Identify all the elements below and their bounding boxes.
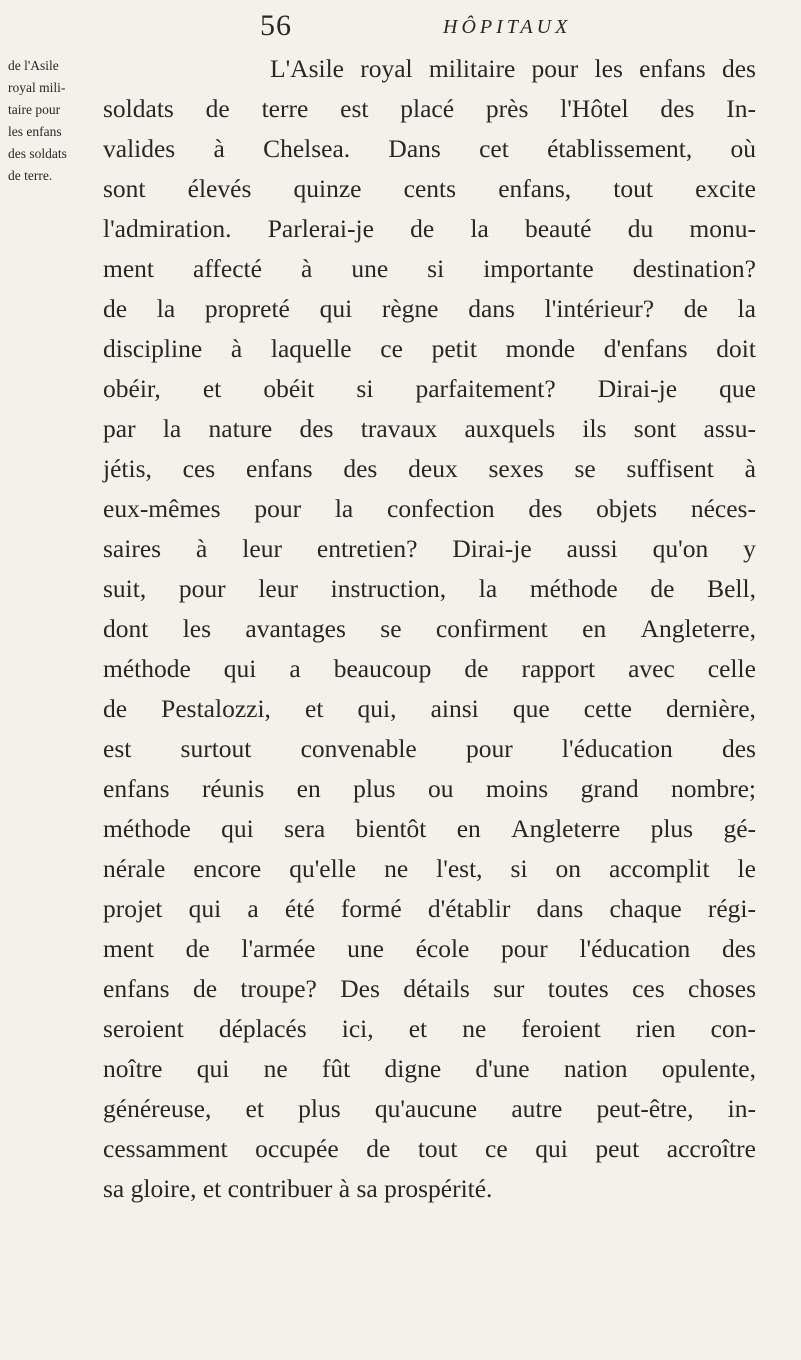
margin-note-line: de l'Asile <box>8 58 59 73</box>
text-line: est surtout convenable pour l'éducation des <box>103 734 756 763</box>
text-line: par la nature des travaux auxquels ils sont assu- <box>103 414 756 443</box>
text-line: discipline à laquelle ce petit monde d'enfans doit <box>103 334 756 363</box>
text-line: sont élevés quinze cents enfans, tout excite <box>103 174 756 203</box>
text-line: de la propreté qui règne dans l'intérieur? de la <box>103 294 756 323</box>
text-line: dont les avantages se confirment en Angleterre, <box>103 614 756 643</box>
text-line: enfans réunis en plus ou moins grand nombre; <box>103 774 756 803</box>
text-line-last: sa gloire, et contribuer à sa prospérité. <box>103 1174 493 1203</box>
margin-note-line: de terre. <box>8 168 53 183</box>
text-line: nérale encore qu'elle ne l'est, si on accomplit le <box>103 854 756 883</box>
text-line: valides à Chelsea. Dans cet établissement, où <box>103 134 756 163</box>
margin-note-line: taire pour <box>8 102 61 117</box>
text-line: soldats de terre est placé près l'Hôtel des In- <box>103 94 756 123</box>
page-number: 56 <box>260 9 292 42</box>
page-heading: HÔPITAUX <box>443 16 572 38</box>
margin-note-line: des soldats <box>8 146 67 161</box>
text-line: jétis, ces enfans des deux sexes se suffisent à <box>103 454 756 483</box>
text-line: eux-mêmes pour la confection des objets néces- <box>103 494 756 523</box>
text-line: saires à leur entretien? Dirai-je aussi qu'on y <box>103 534 756 563</box>
text-line: L'Asile royal militaire pour les enfans des <box>270 54 756 83</box>
text-line: ment affecté à une si importante destination? <box>103 254 756 283</box>
text-line: noître qui ne fût digne d'une nation opulente, <box>103 1054 756 1083</box>
text-line: l'admiration. Parlerai-je de la beauté du monu- <box>103 214 756 243</box>
margin-note-line: royal mili- <box>8 80 66 95</box>
text-line: généreuse, et plus qu'aucune autre peut-être, in- <box>103 1094 756 1123</box>
text-line: de Pestalozzi, et qui, ainsi que cette dernière, <box>103 694 756 723</box>
text-line: suit, pour leur instruction, la méthode de Bell, <box>103 574 756 603</box>
text-line: méthode qui a beaucoup de rapport avec celle <box>103 654 756 683</box>
running-head <box>0 6 801 46</box>
margin-note <box>8 55 98 187</box>
text-line: obéir, et obéit si parfaitement? Dirai-je que <box>103 374 756 403</box>
text-line: seroient déplacés ici, et ne feroient rien con- <box>103 1014 756 1043</box>
text-line: projet qui a été formé d'établir dans chaque régi- <box>103 894 756 923</box>
margin-note-line: les enfans <box>8 124 62 139</box>
text-line: ment de l'armée une école pour l'éducation des <box>103 934 756 963</box>
text-line: enfans de troupe? Des détails sur toutes ces choses <box>103 974 756 1003</box>
text-line: cessamment occupée de tout ce qui peut accroître <box>103 1134 756 1163</box>
text-line: méthode qui sera bientôt en Angleterre plus gé- <box>103 814 756 843</box>
